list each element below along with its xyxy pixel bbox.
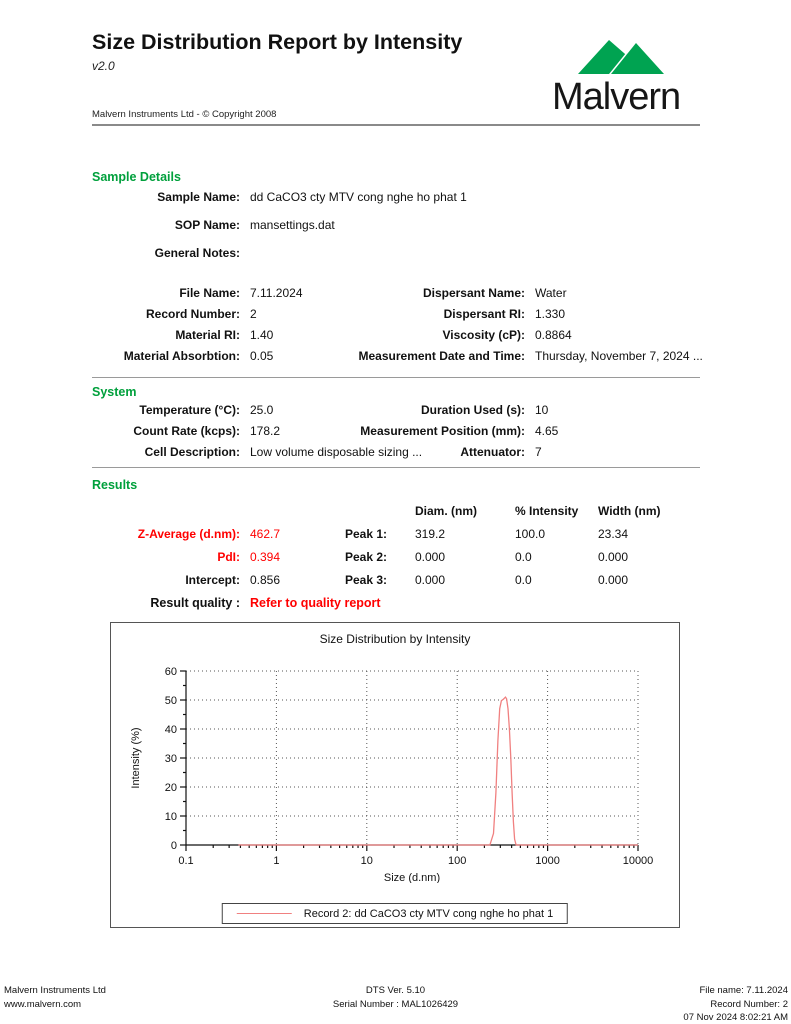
file-name-label: File Name: <box>179 286 240 300</box>
peak2-diam: 0.000 <box>415 550 446 564</box>
svg-text:1000: 1000 <box>535 855 560 867</box>
attenuator-value: 7 <box>535 445 542 459</box>
svg-text:10: 10 <box>360 855 373 867</box>
system-heading: System <box>92 385 137 399</box>
cell-description-value: Low volume disposable sizing ... <box>250 445 423 459</box>
footer-company: Malvern Instruments Ltd <box>4 985 106 996</box>
peak1-width: 23.34 <box>598 527 629 541</box>
footer-file-name: File name: 7.11.2024 <box>699 985 788 996</box>
footer-datetime: 07 Nov 2024 8:02:21 AM <box>683 1012 788 1023</box>
file-name-value: 7.11.2024 <box>250 286 303 300</box>
legend-line-swatch <box>237 913 292 914</box>
footer-website: www.malvern.com <box>4 998 82 1010</box>
footer-center <box>0 984 791 1011</box>
peak1-label: Peak 1: <box>344 527 387 541</box>
peak1-intensity: 100.0 <box>515 527 546 541</box>
svg-text:0: 0 <box>170 840 177 852</box>
chart-title: Size Distribution by Intensity <box>319 632 471 646</box>
results-table <box>92 505 678 620</box>
sample-name-value: dd CaCO3 cty MTV cong nghe ho phat 1 <box>250 190 467 204</box>
file-details-left <box>92 287 303 371</box>
results-row-2 <box>92 551 678 564</box>
sample-details-block <box>92 191 467 275</box>
count-rate-label: Count Rate (kcps): <box>133 424 240 438</box>
results-row-3 <box>92 574 678 587</box>
measurement-position-label: Measurement Position (mm): <box>360 424 525 438</box>
legend-label: Record 2: dd CaCO3 cty MTV cong nghe ho phat 1 <box>303 907 554 920</box>
measurement-datetime-label: Measurement Date and Time: <box>358 349 525 363</box>
sample-name-label: Sample Name: <box>157 190 240 204</box>
results-header-row <box>92 505 678 518</box>
chart-plot-area <box>111 623 679 883</box>
svg-text:50: 50 <box>164 695 177 707</box>
peak3-width: 0.000 <box>598 573 629 587</box>
report-version: v2.0 <box>92 59 115 73</box>
col-header-width: Width (nm) <box>598 504 661 518</box>
chart-legend <box>222 903 568 924</box>
svg-text:20: 20 <box>164 782 177 794</box>
malvern-mountains-icon <box>552 30 702 76</box>
viscosity-value: 0.8864 <box>535 328 572 342</box>
material-absorbtion-value: 0.05 <box>250 349 274 363</box>
peak2-label: Peak 2: <box>344 550 387 564</box>
material-ri-label: Material RI: <box>175 328 240 342</box>
footer-record-number: Record Number: 2 <box>710 998 788 1010</box>
material-ri-value: 1.40 <box>250 328 274 342</box>
intercept-label: Intercept: <box>185 573 240 587</box>
header-divider <box>92 124 700 126</box>
results-heading: Results <box>92 478 138 492</box>
col-header-intensity: % Intensity <box>515 504 579 518</box>
dispersant-name-label: Dispersant Name: <box>422 286 525 300</box>
dispersant-ri-label: Dispersant RI: <box>443 307 525 321</box>
z-average-value: 462.7 <box>250 527 281 541</box>
sop-name-row <box>92 219 467 232</box>
section-divider-2 <box>92 467 700 468</box>
cell-description-label: Cell Description: <box>144 445 240 459</box>
pdi-value: 0.394 <box>250 550 281 564</box>
measurement-datetime-value: Thursday, November 7, 2024 ... <box>535 349 703 363</box>
footer-serial-number: Serial Number : MAL1026429 <box>332 998 459 1010</box>
record-number-value: 2 <box>250 307 257 321</box>
peak2-intensity: 0.0 <box>515 550 532 564</box>
peak2-width: 0.000 <box>598 550 629 564</box>
page-title: Size Distribution Report by Intensity <box>92 30 463 54</box>
viscosity-label: Viscosity (cP): <box>442 328 525 342</box>
footer-right <box>683 984 788 1024</box>
count-rate-value: 178.2 <box>250 424 281 438</box>
sop-name-value: mansettings.dat <box>250 218 335 232</box>
material-absorbtion-label: Material Absorbtion: <box>123 349 240 363</box>
duration-used-label: Duration Used (s): <box>420 403 525 417</box>
svg-text:30: 30 <box>164 753 177 765</box>
peak3-intensity: 0.0 <box>515 573 532 587</box>
system-right <box>330 404 558 467</box>
dispersant-name-value: Water <box>535 286 567 300</box>
temperature-label: Temperature (°C): <box>139 403 240 417</box>
size-distribution-chart <box>110 622 680 928</box>
file-details-right <box>330 287 703 371</box>
attenuator-label: Attenuator: <box>460 445 525 459</box>
svg-text:10000: 10000 <box>622 855 654 867</box>
measurement-position-value: 4.65 <box>535 424 559 438</box>
svg-text:1: 1 <box>273 855 280 867</box>
sample-details-heading: Sample Details <box>92 170 181 184</box>
peak3-label: Peak 3: <box>344 573 387 587</box>
intercept-value: 0.856 <box>250 573 281 587</box>
malvern-logo-text: Malvern <box>552 76 681 118</box>
svg-text:Size (d.nm): Size (d.nm) <box>383 872 441 883</box>
z-average-label: Z-Average (d.nm): <box>137 527 240 541</box>
svg-text:10: 10 <box>164 811 177 823</box>
result-quality-row <box>92 597 678 610</box>
temperature-value: 25.0 <box>250 403 274 417</box>
copyright-line: Malvern Instruments Ltd - © Copyright 2008 <box>92 109 277 120</box>
malvern-logo <box>552 30 702 117</box>
pdi-label: PdI: <box>217 550 240 564</box>
duration-used-value: 10 <box>535 403 549 417</box>
peak1-diam: 319.2 <box>415 527 446 541</box>
peak3-diam: 0.000 <box>415 573 446 587</box>
result-quality-value: Refer to quality report <box>250 596 381 610</box>
section-divider-1 <box>92 377 700 378</box>
sop-name-label: SOP Name: <box>174 218 240 232</box>
svg-text:40: 40 <box>164 724 177 736</box>
svg-text:60: 60 <box>164 666 177 678</box>
footer-dts-version: DTS Ver. 5.10 <box>365 985 426 996</box>
svg-text:100: 100 <box>448 855 467 867</box>
sample-name-row <box>92 191 467 204</box>
general-notes-row <box>92 247 467 260</box>
general-notes-label: General Notes: <box>154 246 240 260</box>
record-number-label: Record Number: <box>145 307 240 321</box>
svg-text:Intensity (%): Intensity (%) <box>130 727 142 789</box>
dispersant-ri-value: 1.330 <box>535 307 566 321</box>
results-row-1 <box>92 528 678 541</box>
col-header-diam: Diam. (nm) <box>415 504 478 518</box>
svg-text:0.1: 0.1 <box>178 855 194 867</box>
result-quality-label: Result quality : <box>150 596 240 610</box>
